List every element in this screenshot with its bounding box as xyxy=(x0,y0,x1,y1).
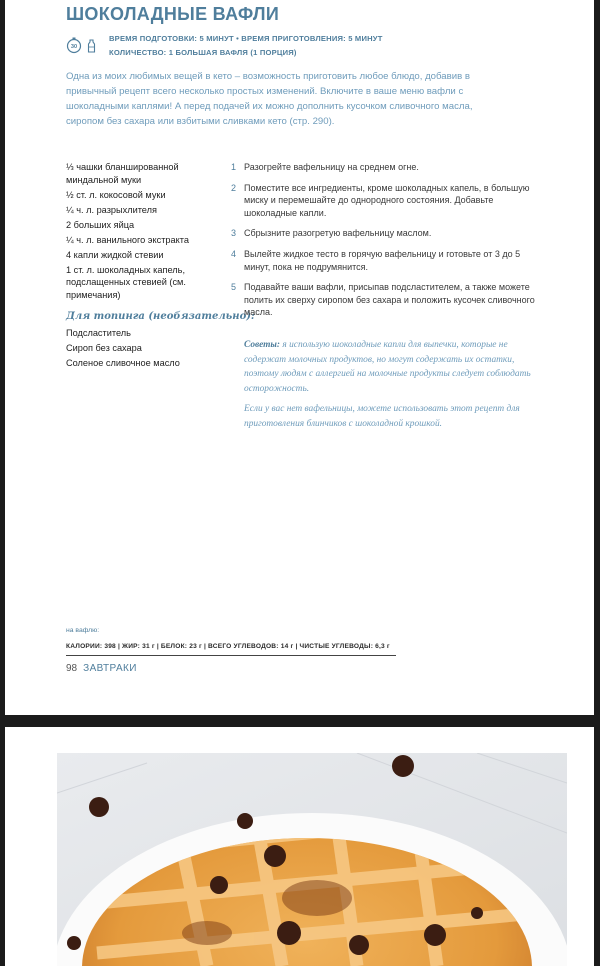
ingredient-item: 2 больших яйца xyxy=(66,219,135,230)
nutrition-label: на вафлю: xyxy=(66,627,100,634)
tips-text: я использую шоколадные капли для выпечки, которые не содержат молочных продуктов, но могут содержать их остатки, поэтому людям с аллергией на молочные продукты следует соблюдать осторожность. xyxy=(244,340,531,394)
page-number: 98 xyxy=(66,663,78,674)
ingredient-item: 1 ст. л. шоколадных капель, подслащенных стевией (см. примечания) xyxy=(66,264,186,300)
topping-item: Подсластитель xyxy=(66,328,131,338)
step-text: Подавайте ваши вафли, присыпав подсластителем, а также можете полить их сверху сиропом без сахара и положить кусочек сливочного масла. xyxy=(244,282,535,318)
recipe-title: ШОКОЛАДНЫЕ ВАФЛИ xyxy=(66,4,280,24)
topping-item: Сироп без сахара xyxy=(66,343,142,353)
step-number: 5 xyxy=(231,282,237,293)
recipe-intro: Одна из моих любимых вещей в кето – возможность приготовить любое блюдо, добавив в привычный рецепт всего несколько простых изменений. Включите в ваше меню вафли с шоколадными каплями! А перед подачей их можно дополнить кусочком сливочного масла, сиропом без сахара или взбитыми сливками кето (стр. 290). xyxy=(66,71,473,127)
step-number: 1 xyxy=(231,162,237,172)
step-item xyxy=(231,182,543,220)
step-number: 3 xyxy=(231,228,237,239)
steps-list xyxy=(231,161,543,327)
tips-label: Советы: xyxy=(244,340,281,350)
section-name: ЗАВТРАКИ xyxy=(83,663,137,674)
step-item xyxy=(231,227,543,240)
step-item xyxy=(231,248,543,273)
tips-paragraph-2: Если у вас нет вафельницы, можете использовать этот рецепт для приготовления блинчиков с шоколадной крошкой. xyxy=(244,404,520,429)
servings-line: КОЛИЧЕСТВО: 1 БОЛЬШАЯ ВАФЛЯ (1 ПОРЦИЯ) xyxy=(109,48,297,57)
step-text: Разогрейте вафельницу на среднем огне. xyxy=(244,162,419,172)
step-text: Сбрызните разогретую вафельницу маслом. xyxy=(244,228,432,239)
bottle-icon xyxy=(89,40,95,52)
meta-icons xyxy=(66,36,102,54)
ingredient-item: ¼ ч. л. ванильного экстракта xyxy=(66,234,189,245)
recipe-page xyxy=(5,0,594,715)
ingredient-item: ¼ ч. л. разрыхлителя xyxy=(66,204,157,215)
topping-heading: Для топинга (необязательно): xyxy=(66,311,255,322)
step-number: 2 xyxy=(231,182,237,193)
waffle-photo xyxy=(57,753,567,966)
step-number: 4 xyxy=(231,248,237,259)
ingredients-list xyxy=(66,161,231,304)
prep-time-line: ВРЕМЯ ПОДГОТОВКИ: 5 МИНУТ • ВРЕМЯ ПРИГОТОВЛЕНИЯ: 5 МИНУТ xyxy=(109,34,383,43)
ingredient-item: 4 капли жидкой стевии xyxy=(66,249,164,260)
page-footer xyxy=(66,663,137,674)
timer-icon xyxy=(68,38,81,53)
step-text: Вылейте жидкое тесто в горячую вафельницу и готовьте от 3 до 5 минут, пока не подрумянится. xyxy=(244,248,521,272)
timer-badge-text: 30 xyxy=(70,44,78,51)
step-text: Поместите все ингредиенты, кроме шоколадных капель, в большую миску и перемешайте до однородного состояния. Добавьте шоколадные капли. xyxy=(244,182,530,218)
step-item xyxy=(231,161,543,174)
ingredient-item: ½ ст. л. кокосовой муки xyxy=(66,189,166,200)
step-item xyxy=(231,281,543,319)
nutrition-facts: КАЛОРИИ: 398 | ЖИР: 31 г | БЕЛОК: 23 г | ВСЕГО УГЛЕВОДОВ: 14 г | ЧИСТЫЕ УГЛЕВОДЫ: 6,3 г xyxy=(66,643,390,650)
topping-list xyxy=(66,326,180,371)
tips-paragraph xyxy=(244,338,536,396)
ingredient-item: ⅓ чашки бланшированной миндальной муки xyxy=(66,162,179,185)
tips-block xyxy=(244,338,536,438)
nutrition-divider xyxy=(66,655,396,656)
topping-item: Соленое сливочное масло xyxy=(66,358,180,368)
photo-page xyxy=(5,727,594,966)
